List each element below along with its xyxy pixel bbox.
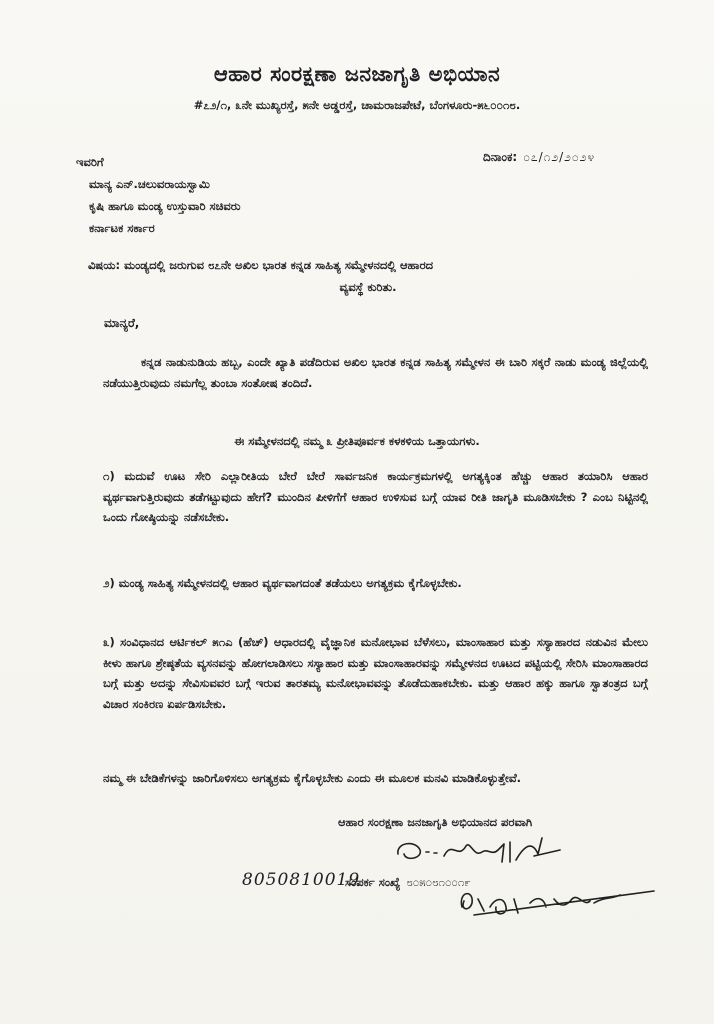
subject-line-2: ವ್ಯವಸ್ಥೆ ಕುರಿತು. [339, 280, 397, 294]
subject-block [88, 254, 648, 298]
recipient-name: ಮಾನ್ಯ ಎನ್.ಚಲುವರಾಯಸ್ವಾಮಿ [89, 177, 210, 191]
subject-line-1: ವಿಷಯ: ಮಂಡ್ಯದಲ್ಲಿ ಜರುಗುವ ೮೭ನೇ ಅಖಿಲ ಭಾರತ ಕನ್ನಡ ಸಾಹಿತ್ಯ ಸಮ್ಮೇಳನದಲ್ಲಿ ಆಹಾರದ [88, 258, 434, 272]
recipient-designation: ಕೃಷಿ ಹಾಗೂ ಮಂಡ್ಯ ಉಸ್ತುವಾರಿ ಸಚಿವರು [89, 199, 241, 213]
demand-point-2: ೨) ಮಂಡ್ಯ ಸಾಹಿತ್ಯ ಸಮ್ಮೇಳನದಲ್ಲಿ ಆಹಾರ ವ್ಯರ್ಥವಾಗದಂತೆ ತಡೆಯಲು ಅಗತ್ಯಕ್ರಮ ಕೈಗೊಳ್ಳಬೇಕು. [103, 576, 462, 590]
date-line [483, 150, 595, 165]
letterhead-title: ಆಹಾರ ಸಂರಕ್ಷಣಾ ಜನಜಾಗೃತಿ ಅಭಿಯಾನ [213, 62, 501, 86]
contact-number: ೮೦೫೦೮೧೦೦೧೯ [406, 875, 471, 889]
letterhead-address: #೭೨/೧, ೩ನೇ ಮುಖ್ಯರಸ್ತೆ, ೫ನೇ ಅಡ್ಡರಸ್ತೆ, ಚಾಮರಾಜಪೇಟೆ, ಬೆಂಗಳೂರು-೫೬೦೦೧೮. [193, 98, 521, 112]
demand-point-1: ೧) ಮದುವೆ ಊಟ ಸೇರಿ ಎಲ್ಲಾರೀತಿಯ ಬೇರೆ ಬೇರೆ ಸಾರ್ವಜನಿಕ ಕಾರ್ಯಕ್ರಮಗಳಲ್ಲಿ ಅಗತ್ಯಕ್ಕಿಂತ ಹೆಚ್ಚು ಆಹಾರ ತಯಾರಿಸಿ ಆಹಾರ ವ್ಯರ್ಥವಾಗುತ್ತಿರುವುದು ತಡೆಗಟ್ಟುವುದು ಹೇಗೆ? ಮುಂದಿನ ಪೀಳಿಗೆಗೆ ಆಹಾರ ಉಳಿಸುವ ಬಗ್ಗೆ ಯಾವ ರೀತಿ ಜಾಗೃತಿ ಮೂಡಿಸಬೇಕು ? ಎಂಬ ನಿಟ್ಟಿನಲ್ಲಿ ಒಂದು ಗೋಷ್ಠಿಯನ್ನು ನಡೆಸಬೇಕು. [103, 469, 648, 524]
intro-paragraph: ಕನ್ನಡ ನಾಡುನುಡಿಯ ಹಬ್ಬ, ಎಂದೇ ಖ್ಯಾತಿ ಪಡೆದಿರುವ ಅಖಿಲ ಭಾರತ ಕನ್ನಡ ಸಾಹಿತ್ಯ ಸಮ್ಮೇಳನ ಈ ಬಾರಿ ಸಕ್ಕರೆ ನಾಡು ಮಂಡ್ಯ ಜಿಲ್ಲೆಯಲ್ಲಿ ನಡೆಯುತ್ತಿರುವುದು ನಮಗೆಲ್ಲ ತುಂಬಾ ಸಂತೋಷ ತಂದಿದೆ. [103, 355, 648, 390]
recipient-block [76, 151, 240, 239]
demands-heading: ಈ ಸಮ್ಮೇಳನದಲ್ಲಿ ನಮ್ಮ ೩ ಪ್ರೀತಿಪೂರ್ವಕ ಕಳಕಳಿಯ ಒತ್ತಾಯಗಳು. [234, 434, 480, 448]
recipient-organization: ಕರ್ನಾಟಕ ಸರ್ಕಾರ [89, 221, 155, 235]
date-value: ೦೭/೧೨/೨೦೨೪ [523, 150, 596, 164]
signature-2 [434, 877, 664, 925]
date-label: ದಿನಾಂಕ: [483, 150, 518, 164]
recipient-to-label: ಇವರಿಗೆ [76, 155, 104, 169]
contact-label: ಸಂಪರ್ಕ ಸಂಖ್ಯೆ [345, 875, 401, 889]
demand-point-3: ೩) ಸಂವಿಧಾನದ ಆರ್ಟಿಕಲ್ ೫೧ಎ (ಹೆಚ್) ಆಧಾರದಲ್ಲಿ ವೈಜ್ಞಾನಿಕ ಮನೋಭಾವ ಬೆಳೆಸಲು, ಮಾಂಸಾಹಾರ ಮತ್ತು ಸಸ್ಯಾಹಾರದ ನಡುವಿನ ಮೇಲು ಕೀಳು ಹಾಗೂ ಶ್ರೇಷ್ಠತೆಯ ವ್ಯಸನವನ್ನು ಹೋಗಲಾಡಿಸಲು ಸಸ್ಯಾಹಾರ ಮತ್ತು ಮಾಂಸಾಹಾರವನ್ನು ಸಮ್ಮೇಳನದ ಊಟದ ಪಟ್ಟಿಯಲ್ಲಿ ಸೇರಿಸಿ ಮಾಂಸಾಹಾರದ ಬಗ್ಗೆ ಮತ್ತು ಅದನ್ನು ಸೇವಿಸುವವರ ಬಗ್ಗೆ ಇರುವ ತಾರತಮ್ಯ ಮನೋಭಾವವನ್ನು ತೊಡೆದುಹಾಕಬೇಕು. ಮತ್ತು ಆಹಾರ ಹಕ್ಕು ಹಾಗೂ ಸ್ವಾತಂತ್ರದ ಬಗ್ಗೆ ವಿಚಾರ ಸಂಕಿರಣ ಏರ್ಪಡಿಸಬೇಕು. [103, 635, 648, 711]
closing-paragraph: ನಮ್ಮ ಈ ಬೇಡಿಕೆಗಳನ್ನು ಜಾರಿಗೊಳಿಸಲು ಅಗತ್ಯಕ್ರಮ ಕೈಗೊಳ್ಳಬೇಕು ಎಂದು ಈ ಮೂಲಕ ಮನವಿ ಮಾಡಿಕೊಳ್ಳುತ್ತೇವೆ. [103, 771, 522, 785]
salutation: ಮಾನ್ಯರೆ, [104, 316, 140, 330]
handwritten-phone-number: 8050810019 [242, 870, 361, 890]
signature-1 [392, 832, 572, 872]
signoff-line: ಆಹಾರ ಸಂರಕ್ಷಣಾ ಜನಜಾಗೃತಿ ಅಭಿಯಾನದ ಪರವಾಗಿ [338, 815, 533, 829]
